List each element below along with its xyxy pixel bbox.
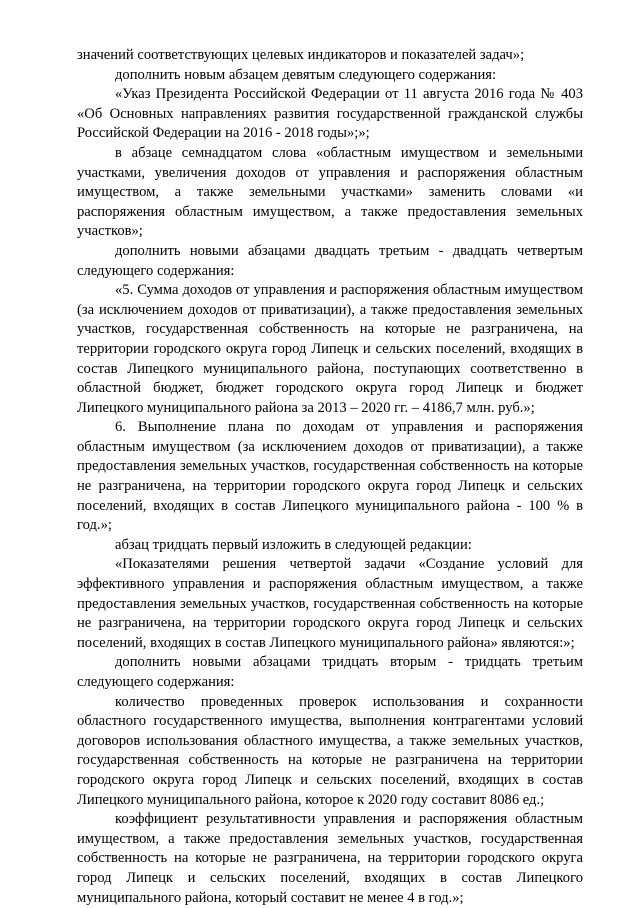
paragraph-instruction-31: абзац тридцать первый изложить в следующей редакции: (115, 536, 472, 553)
paragraph-decree-quote: «Указ Президента Российской Федерации от 11 августа 2016 года № 403 «Об Основных направлениях развития государственной гражданской службы Российской Федерации на 2016 - 2018 годы»;»; (77, 86, 583, 142)
paragraph-instruction-add-23-24: дополнить новыми абзацами двадцать третьим - двадцать четвертым следующего содержания: (77, 242, 583, 279)
paragraph-continuation: значений соответствующих целевых индикаторов и показателей задач»; (77, 47, 525, 63)
paragraph-indicator-5: «5. Сумма доходов от управления и распоряжения областным имуществом (за исключением доходов от приватизации), а также предоставления земельных участков, государственная собственность на которые не разграничена, на территории городского округа город Липецк и сельских поселений, входящих в состав Липецкого муниципального района, поступающих соответственно в областной бюджет, бюджет городского округа город Липецк и бюджет Липецкого муниципального района за 2013 – 2020 гг. – 4186,7 млн. руб.»; (77, 282, 583, 416)
paragraph-efficiency-coefficient: коэффициент результативности управления и распоряжения областным имуществом, а также предоставления земельных участков, государственная собственность на которые не разграничена, на территории городского округа город Липецк и сельских поселений, входящих в состав Липецкого муниципального района, который составит не менее 4 в год.»; (77, 811, 583, 906)
paragraph-instruction-add-32-33: дополнить новыми абзацами тридцать вторым - тридцать третьим следующего содержания: (77, 654, 583, 690)
paragraph-instruction-add-ninth: дополнить новым абзацем девятым следующего содержания: (115, 66, 497, 83)
paragraph-inspections-count: количество проведенных проверок использования и сохранности областного государственного имущества, выполнения контрагентами условий договоров использования областного имущества, а также земельных участков, государственная собственность на которые не разграничена на территории городского округа город Липецк и сельских поселений, входящих в состав Липецкого муниципального района, которое к 2020 году составит 8086 ед.; (77, 693, 583, 808)
paragraph-task-four-quote: «Показателями решения четвертой задачи «Создание условий для эффективного управления и распоряжения областным имуществом, а также предоставления земельных участков, государственная собственность на которые не разграничена, на территории городского округа город Липецк и сельских поселений, входящих в состав Липецкого муниципального района» являются:»; (77, 556, 583, 651)
document-page (77, 46, 583, 908)
paragraph-instruction-seventeenth: в абзаце семнадцатом слова «областным имуществом и земельными участками, увеличения доходов от управления и распоряжения областным имуществом, а также земельными участками» заменить словами «и распоряжения областным имуществом, а также предоставления земельных участков»; (77, 144, 583, 240)
paragraph-indicator-6: 6. Выполнение плана по доходам от управления и распоряжения областным имуществом (за исключением доходов от приватизации), а также предоставления земельных участков, государственная собственность на которые не разграничена, на территории городского округа город Липецк и сельских поселений, входящих в состав Липецкого муниципального района - 100 % в год.»; (77, 419, 583, 534)
